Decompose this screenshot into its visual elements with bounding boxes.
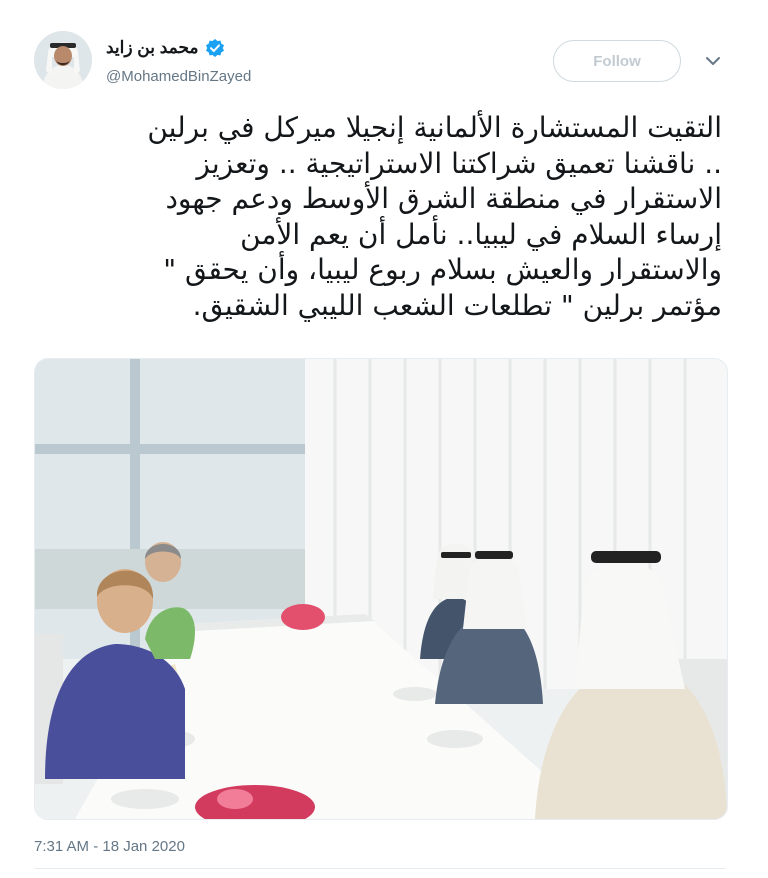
tweet-line: والاستقرار والعيش بسلام ربوع ليبيا، وأن يحقق ": [163, 253, 722, 286]
follow-button[interactable]: Follow: [553, 40, 681, 82]
tweet-line: التقيت المستشارة الألمانية إنجيلا ميركل في برلين: [147, 111, 722, 144]
display-name[interactable]: محمد بن زايد: [106, 38, 199, 57]
tweet-line: الاستقرار في منطقة الشرق الأوسط ودعم جهود: [165, 182, 722, 215]
tweet-line: إرساء السلام في ليبيا.. نأمل أن يعم الأمن: [240, 217, 722, 251]
tweet-line: .. ناقشنا تعميق شراكتنا الاستراتيجية .. وتعزيز: [196, 146, 722, 180]
user-handle[interactable]: @MohamedBinZayed: [106, 68, 252, 85]
divider: [34, 868, 726, 869]
tweet-header: [34, 31, 734, 95]
tweet-timestamp[interactable]: 7:31 AM - 18 Jan 2020: [34, 838, 185, 855]
profile-avatar[interactable]: [34, 31, 92, 89]
tweet-text: [34, 110, 722, 323]
name-row: [106, 38, 225, 58]
tweet-line: مؤتمر برلين " تطلعات الشعب الليبي الشقيق.: [192, 288, 722, 322]
chevron-down-icon[interactable]: [703, 51, 723, 71]
meeting-photo[interactable]: [34, 358, 728, 820]
verified-badge-icon: [205, 38, 225, 58]
